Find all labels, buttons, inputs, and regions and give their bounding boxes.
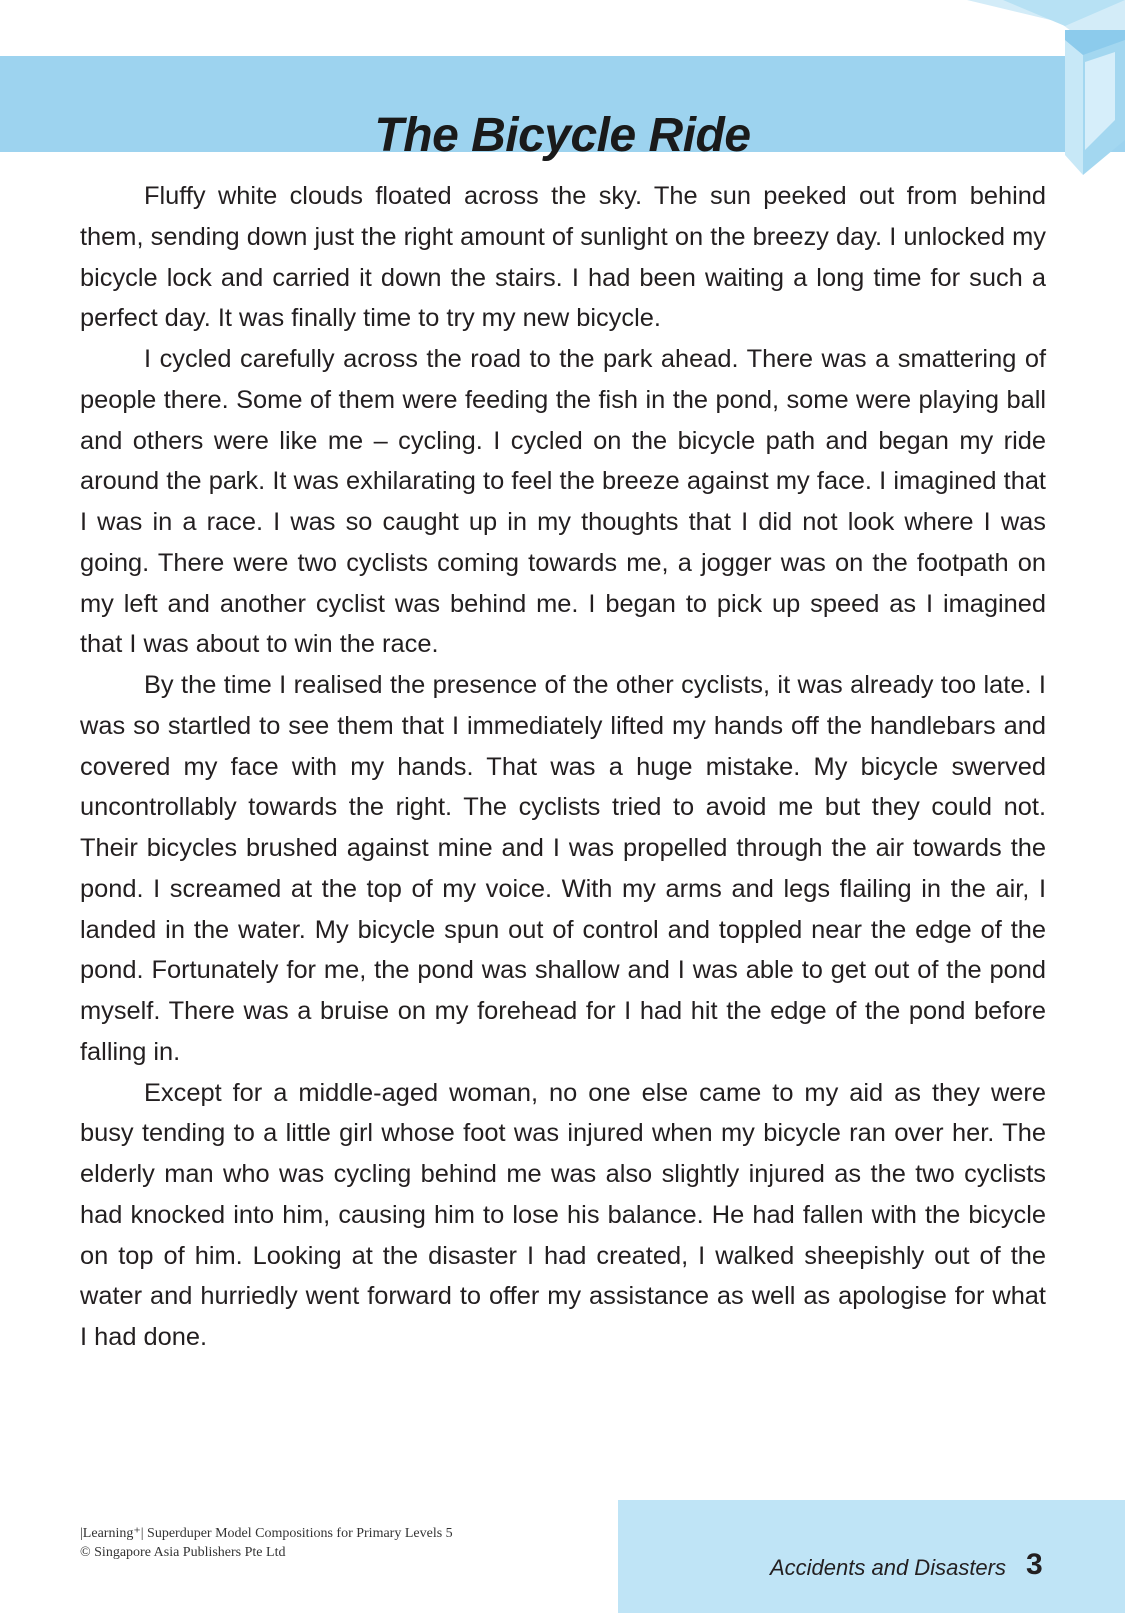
page-title: The Bicycle Ride xyxy=(374,109,751,163)
footer-credits xyxy=(80,1524,453,1562)
chapter-name: Accidents and Disasters xyxy=(770,1555,1006,1580)
book-title: |Learning⁺| Superduper Model Compositions for Primary Levels 5 xyxy=(80,1526,453,1541)
story-paragraph-3: By the time I realised the presence of the other cyclists, it was already too late. I was so startled to see them that I immediately lifted my hands off the handlebars and covered my face with my hands. That was a huge mistake. My bicycle swerved uncontrollably towards the right. The cyclists tried to avoid me but they could not. Their bicycles brushed against mine and I was propelled through the air towards the pond. I screamed at the top of my voice. With my arms and legs flailing in the air, I landed in the water. My bicycle spun out of control and toppled near the edge of the pond. Fortunately for me, the pond was shallow and I was able to get out of the pond myself. There was a bruise on my forehead for I had hit the edge of the pond before falling in. xyxy=(80,671,1046,1066)
copyright-notice: © Singapore Asia Publishers Pte Ltd xyxy=(80,1545,286,1560)
page-number: 3 xyxy=(1026,1548,1043,1581)
story-paragraph-2: I cycled carefully across the road to the park ahead. There was a smattering of people there. Some of them were feeding the fish in the pond, some were playing ball and others were like me – cycling. I cycled on the bicycle path and began my ride around the park. It was exhilarating to feel the breeze against my face. I imagined that I was in a race. I was so caught up in my thoughts that I did not look where I was going. There were two cyclists coming towards me, a jogger was on the footpath on my left and another cyclist was behind me. I began to pick up speed as I imagined that I was about to win the race. xyxy=(80,345,1046,659)
story-paragraph-1: Fluffy white clouds floated across the sky. The sun peeked out from behind them, sending down just the right amount of sunlight on the breezy day. I unlocked my bicycle lock and carried it down the stairs. I had been waiting a long time for such a perfect day. It was finally time to try my new bicycle. xyxy=(80,182,1046,333)
story-body xyxy=(80,176,1046,1358)
story-paragraph-4: Except for a middle-aged woman, no one else came to my aid as they were busy tending to a little girl whose foot was injured when my bicycle ran over her. The elderly man who was cycling behind me was also slightly injured as the two cyclists had knocked into him, causing him to lose his balance. He had fallen with the bicycle on top of him. Looking at the disaster I had created, I walked sheepishly out of the water and hurriedly went forward to offer my assistance as well as apologise for what I had done. xyxy=(80,1078,1046,1351)
